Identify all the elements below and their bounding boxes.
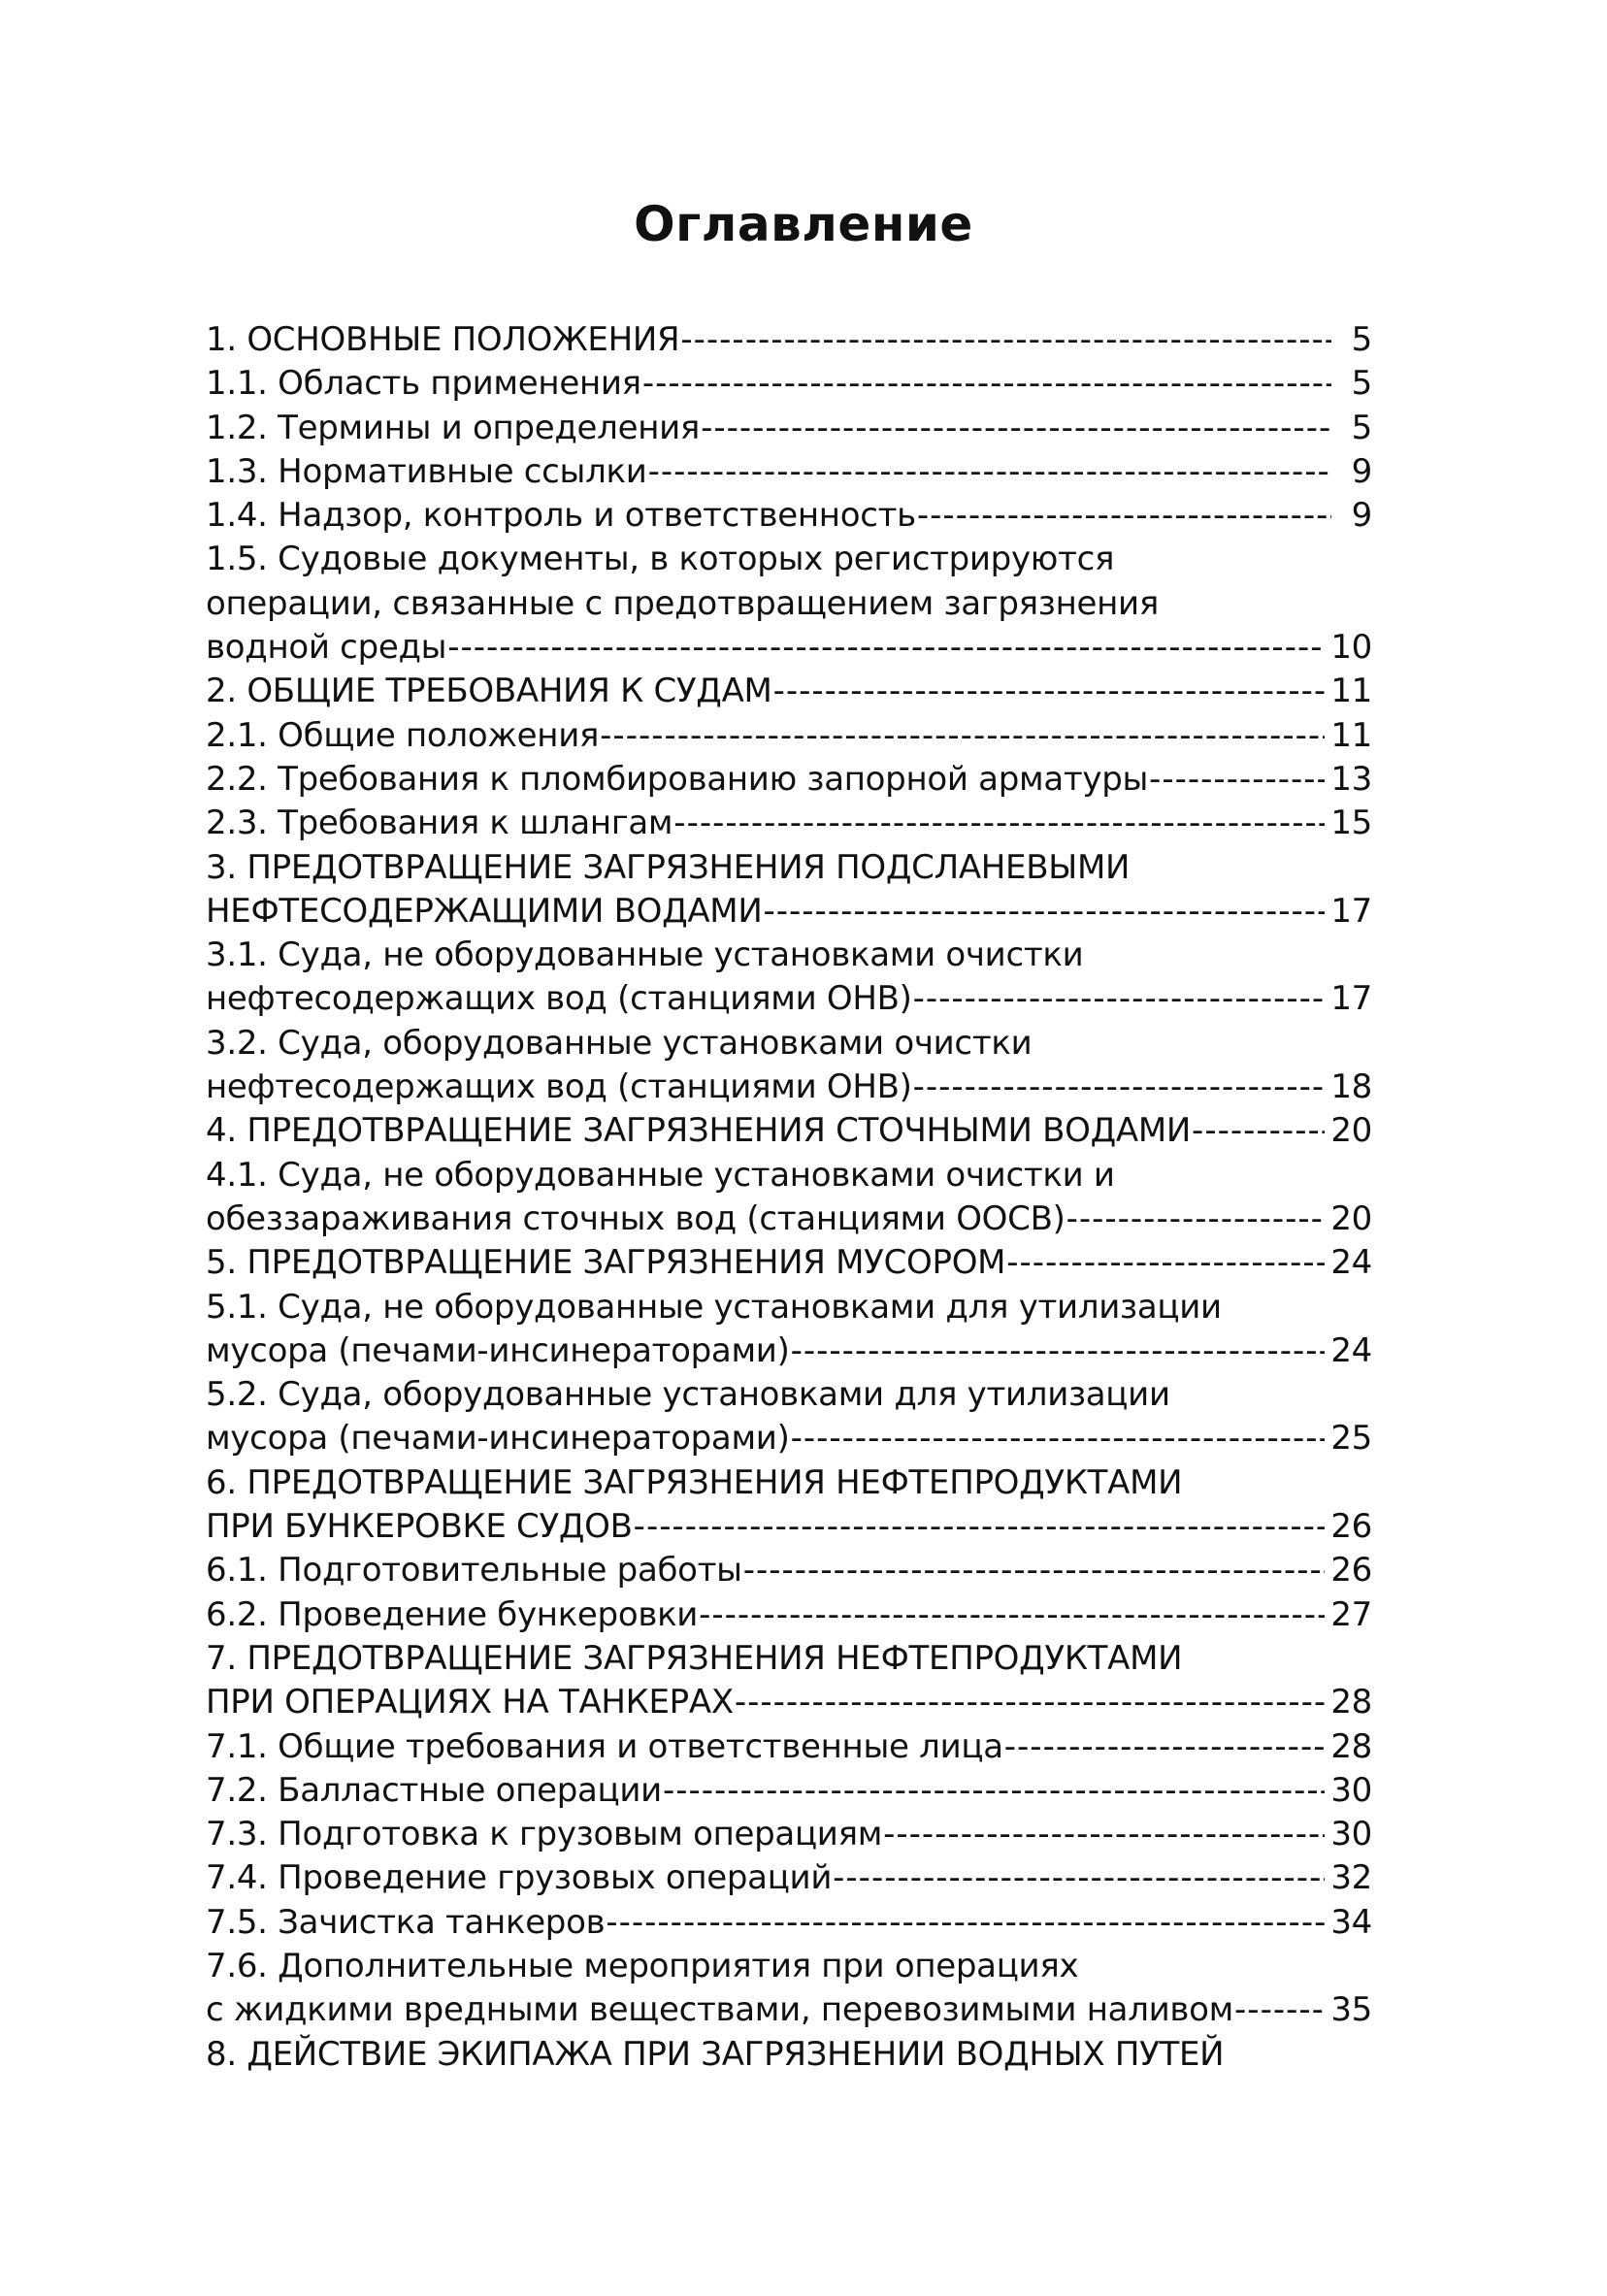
dot-leader xyxy=(699,1593,1325,1637)
toc-entry xyxy=(206,1197,1372,1241)
toc-page-number: 28 xyxy=(1330,1726,1372,1766)
toc-entry xyxy=(206,758,1372,802)
toc-entry-title: 2.1. Общие положения xyxy=(206,715,600,755)
dot-leader xyxy=(634,1505,1326,1549)
toc-entry xyxy=(206,802,1372,845)
dot-leader xyxy=(1192,1109,1325,1153)
toc-page-number: 9 xyxy=(1351,451,1372,491)
toc-entry-title: 4. ПРЕДОТВРАЩЕНИЕ ЗАГРЯЗНЕНИЯ СТОЧНЫМИ ВОДАМИ xyxy=(206,1111,1192,1151)
toc-entry-title: нефтесодержащих вод (станциями ОНВ) xyxy=(206,1067,912,1107)
toc-page-number: 11 xyxy=(1330,715,1372,755)
dot-leader xyxy=(642,362,1331,406)
toc-entry-title: 3.2. Суда, оборудованные установками очистки xyxy=(206,1023,1033,1063)
toc-entry xyxy=(206,1022,1372,1066)
toc-entry xyxy=(206,1725,1372,1769)
dot-leader xyxy=(763,890,1325,934)
toc-entry xyxy=(206,362,1372,406)
toc-page-number: 30 xyxy=(1330,1815,1372,1854)
toc-entry-title: 7. ПРЕДОТВРАЩЕНИЕ ЗАГРЯЗНЕНИЯ НЕФТЕПРОДУКТАМИ xyxy=(206,1638,1183,1678)
toc-page-number: 5 xyxy=(1351,408,1372,447)
toc-page-number: 15 xyxy=(1330,804,1372,843)
toc-page-number: 20 xyxy=(1330,1198,1372,1238)
toc-entry-title: 1.5. Судовые документы, в которых регистрируются xyxy=(206,540,1115,579)
toc-entry-title: мусора (печами-инсинераторами) xyxy=(206,1330,790,1370)
toc-page-number: 20 xyxy=(1330,1111,1372,1151)
toc-entry-title: 2. ОБЩИЕ ТРЕБОВАНИЯ К СУДАМ xyxy=(206,672,772,711)
toc-entry-title: 8. ДЕЙСТВИЕ ЭКИПАЖА ПРИ ЗАГРЯЗНЕНИИ ВОДНЫХ ПУТЕЙ xyxy=(206,2034,1225,2074)
toc-page-number: 18 xyxy=(1330,1067,1372,1107)
dot-leader xyxy=(606,1901,1325,1945)
toc-page-number: 10 xyxy=(1330,628,1372,668)
dot-leader xyxy=(1234,1988,1325,2032)
dot-leader xyxy=(913,1066,1326,1109)
dot-leader xyxy=(913,977,1326,1021)
toc-entry-title: 6.2. Проведение бункеровки xyxy=(206,1594,699,1634)
toc-entry xyxy=(206,318,1372,362)
toc-entry-title: 6.1. Подготовительные работы xyxy=(206,1551,742,1591)
toc-entry-title: ПРИ БУНКЕРОВКЕ СУДОВ xyxy=(206,1507,633,1547)
toc-entry xyxy=(206,1593,1372,1637)
toc-entry xyxy=(206,1286,1372,1329)
toc-page-number: 34 xyxy=(1330,1902,1372,1942)
toc-page-number: 24 xyxy=(1330,1330,1372,1370)
toc-entry-title: нефтесодержащих вод (станциями ОНВ) xyxy=(206,979,912,1019)
toc-page-number: 9 xyxy=(1351,496,1372,536)
toc-page-number: 5 xyxy=(1351,364,1372,404)
toc-entry-title: 5.2. Суда, оборудованные установками для утилизации xyxy=(206,1375,1170,1415)
toc-entry xyxy=(206,2033,1372,2077)
toc-entry xyxy=(206,1417,1372,1460)
toc-entry-title: НЕФТЕСОДЕРЖАЩИМИ ВОДАМИ xyxy=(206,891,763,931)
dot-leader xyxy=(663,1769,1325,1813)
toc-entry xyxy=(206,1329,1372,1373)
toc-entry-title: 7.5. Зачистка танкеров xyxy=(206,1902,606,1942)
toc-page-number: 26 xyxy=(1330,1551,1372,1591)
toc-entry-title: водной среды xyxy=(206,628,447,668)
toc-entry xyxy=(206,1945,1372,1988)
toc-entry-title: 1. ОСНОВНЫЕ ПОЛОЖЕНИЯ xyxy=(206,320,680,359)
toc-page-number: 32 xyxy=(1330,1858,1372,1898)
toc-entry xyxy=(206,714,1372,758)
toc-page-number: 17 xyxy=(1330,891,1372,931)
toc-entry xyxy=(206,494,1372,538)
dot-leader xyxy=(1004,1725,1326,1769)
toc-page-number: 24 xyxy=(1330,1243,1372,1283)
toc-page-number: 17 xyxy=(1330,979,1372,1019)
dot-leader xyxy=(680,318,1331,362)
toc-entry xyxy=(206,890,1372,934)
toc-page-number: 25 xyxy=(1330,1419,1372,1459)
dot-leader xyxy=(833,1856,1325,1900)
toc-entry xyxy=(206,1769,1372,1813)
toc-entry-title: с жидкими вредными веществами, перевозимыми наливом xyxy=(206,1990,1234,2030)
toc-entry-title: операции, связанные с предотвращением загрязнения xyxy=(206,583,1160,623)
toc-entry-title: 5.1. Суда, не оборудованные установками для утилизации xyxy=(206,1287,1222,1327)
toc-entry xyxy=(206,1901,1372,1945)
dot-leader xyxy=(600,714,1325,758)
toc-entry xyxy=(206,582,1372,626)
toc-page-number: 27 xyxy=(1330,1594,1372,1634)
toc-entry xyxy=(206,1549,1372,1592)
page-title: Оглавление xyxy=(634,196,973,252)
toc-entry xyxy=(206,977,1372,1021)
dot-leader xyxy=(791,1329,1326,1373)
toc-entry xyxy=(206,1813,1372,1856)
toc-entry-title: 7.6. Дополнительные мероприятия при операциях xyxy=(206,1946,1079,1985)
dot-leader xyxy=(917,494,1331,538)
toc-entry-title: 1.1. Область применения xyxy=(206,364,641,404)
toc-entry xyxy=(206,1505,1372,1549)
toc-page-number: 26 xyxy=(1330,1507,1372,1547)
toc-entry-title: обеззараживания сточных вод (станциями ООСВ) xyxy=(206,1198,1066,1238)
dot-leader xyxy=(1066,1197,1326,1241)
toc-entry xyxy=(206,538,1372,581)
dot-leader xyxy=(1006,1241,1325,1285)
toc-entry xyxy=(206,1154,1372,1197)
toc-entry xyxy=(206,1373,1372,1417)
dot-leader xyxy=(883,1813,1325,1856)
toc-page-number: 35 xyxy=(1330,1990,1372,2030)
dot-leader xyxy=(791,1417,1326,1460)
toc-entry-title: ПРИ ОПЕРАЦИЯХ НА ТАНКЕРАХ xyxy=(206,1683,734,1722)
dot-leader xyxy=(648,450,1331,494)
toc-entry xyxy=(206,670,1372,713)
toc-entry-title: 2.3. Требования к шлангам xyxy=(206,804,673,843)
toc-page-number: 5 xyxy=(1351,320,1372,359)
toc-entry xyxy=(206,407,1372,450)
table-of-contents xyxy=(206,318,1372,2077)
toc-entry-title: 5. ПРЕДОТВРАЩЕНИЕ ЗАГРЯЗНЕНИЯ МУСОРОМ xyxy=(206,1243,1006,1283)
toc-entry-title: 3.1. Суда, не оборудованные установками очистки xyxy=(206,935,1084,975)
toc-entry-title: 6. ПРЕДОТВРАЩЕНИЕ ЗАГРЯЗНЕНИЯ НЕФТЕПРОДУКТАМИ xyxy=(206,1462,1183,1502)
toc-entry-title: 7.3. Подготовка к грузовым операциям xyxy=(206,1815,883,1854)
toc-entry xyxy=(206,626,1372,670)
dot-leader xyxy=(447,626,1325,670)
toc-entry xyxy=(206,1461,1372,1505)
toc-entry xyxy=(206,1988,1372,2032)
toc-page-number: 30 xyxy=(1330,1770,1372,1810)
toc-entry xyxy=(206,846,1372,890)
toc-entry xyxy=(206,1066,1372,1109)
toc-page-number: 13 xyxy=(1330,759,1372,799)
toc-entry-title: 1.2. Термины и определения xyxy=(206,408,701,447)
toc-entry-title: мусора (печами-инсинераторами) xyxy=(206,1419,790,1459)
toc-entry-title: 1.3. Нормативные ссылки xyxy=(206,451,647,491)
toc-entry xyxy=(206,934,1372,977)
dot-leader xyxy=(673,802,1325,845)
toc-entry-title: 3. ПРЕДОТВРАЩЕНИЕ ЗАГРЯЗНЕНИЯ ПОДСЛАНЕВЫМИ xyxy=(206,847,1131,887)
toc-page-number: 28 xyxy=(1330,1683,1372,1722)
dot-leader xyxy=(773,670,1326,713)
toc-entry xyxy=(206,450,1372,494)
toc-entry xyxy=(206,1637,1372,1681)
toc-entry xyxy=(206,1241,1372,1285)
toc-entry-title: 7.2. Балластные операции xyxy=(206,1770,662,1810)
toc-entry-title: 7.4. Проведение грузовых операций xyxy=(206,1858,833,1898)
dot-leader xyxy=(735,1681,1325,1724)
toc-entry-title: 4.1. Суда, не оборудованные установками очистки и xyxy=(206,1155,1115,1195)
toc-entry-title: 2.2. Требования к пломбированию запорной арматуры xyxy=(206,759,1149,799)
toc-entry-title: 7.1. Общие требования и ответственные лица xyxy=(206,1726,1003,1766)
dot-leader xyxy=(743,1549,1326,1592)
toc-entry xyxy=(206,1109,1372,1153)
toc-page-number: 11 xyxy=(1330,672,1372,711)
dot-leader xyxy=(1149,758,1325,802)
toc-entry-title: 1.4. Надзор, контроль и ответственность xyxy=(206,496,916,536)
toc-entry xyxy=(206,1681,1372,1724)
toc-entry xyxy=(206,1856,1372,1900)
dot-leader xyxy=(701,407,1331,450)
